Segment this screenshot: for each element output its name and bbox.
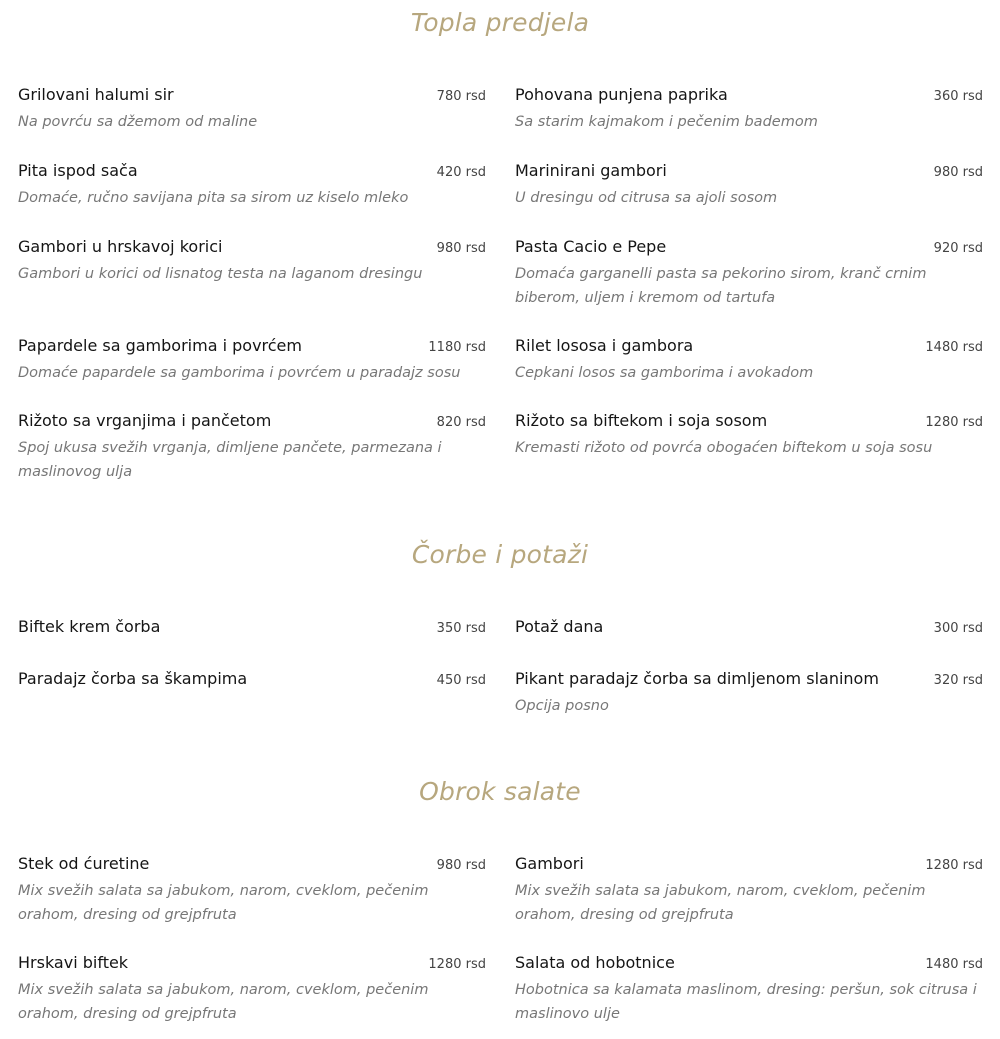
section-obrok-salate — [0, 769, 1000, 1022]
item-price: 780 rsd — [436, 89, 486, 104]
item-name: Gambori u hrskavoj korici — [18, 237, 223, 256]
item-price: 980 rsd — [933, 165, 983, 180]
menu-item — [18, 410, 486, 484]
item-price: 360 rsd — [933, 89, 983, 104]
item-name: Potaž dana — [515, 617, 604, 636]
section-title: Topla predjela — [410, 8, 590, 37]
item-name: Stek od ćuretine — [18, 854, 150, 873]
item-name: Biftek krem čorba — [18, 617, 161, 636]
item-name: Rižoto sa vrganjima i pančetom — [18, 411, 272, 430]
item-name: Pohovana punjena paprika — [515, 85, 728, 104]
item-description: Spoj ukusa svežih vrganja, dimljene pančete, parmezana i maslinovog ulja — [18, 440, 442, 480]
item-name: Papardele sa gamborima i povrćem — [18, 336, 302, 355]
menu-item — [515, 853, 983, 927]
item-price: 320 rsd — [933, 673, 983, 688]
item-description: Domaće papardele sa gamborima i povrćem u paradajz sosu — [18, 365, 461, 381]
item-description: Mix svežih salata sa jabukom, narom, cveklom, pečenim orahom, dresing od grejpfruta — [18, 982, 429, 1022]
item-price: 1280 rsd — [925, 858, 983, 873]
item-price: 980 rsd — [436, 241, 486, 256]
menu-item — [18, 616, 486, 640]
section-title: Obrok salate — [419, 777, 581, 806]
item-name: Pikant paradajz čorba sa dimljenom slaninom — [515, 669, 879, 688]
menu-item — [515, 952, 983, 1026]
item-description: Opcija posno — [515, 698, 609, 714]
item-description: U dresingu od citrusa sa ajoli sosom — [515, 190, 778, 206]
menu-item — [515, 410, 983, 460]
item-description: Hobotnica sa kalamata maslinom, dresing: peršun, sok citrusa i maslinovo ulje — [515, 982, 977, 1022]
menu-item — [18, 236, 486, 286]
item-price: 350 rsd — [436, 621, 486, 636]
section-title: Čorbe i potaži — [411, 540, 589, 569]
item-name: Grilovani halumi sir — [18, 85, 174, 104]
item-name: Gambori — [515, 854, 584, 873]
item-name: Marinirani gambori — [515, 161, 667, 180]
menu-item — [18, 952, 486, 1026]
item-name: Rilet lososa i gambora — [515, 336, 694, 355]
item-price: 300 rsd — [933, 621, 983, 636]
item-name: Pasta Cacio e Pepe — [515, 237, 667, 256]
item-description: Domaće, ručno savijana pita sa sirom uz kiselo mleko — [18, 190, 409, 206]
menu-item — [18, 335, 486, 385]
item-description: Domaća garganelli pasta sa pekorino sirom, kranč crnim biberom, uljem i kremom od tartufa — [515, 266, 927, 306]
item-name: Salata od hobotnice — [515, 953, 675, 972]
item-description: Na povrću sa džemom od maline — [18, 114, 258, 130]
menu-item — [18, 853, 486, 927]
item-name: Rižoto sa biftekom i soja sosom — [515, 411, 768, 430]
item-description: Mix svežih salata sa jabukom, narom, cveklom, pečenim orahom, dresing od grejpfruta — [18, 883, 429, 923]
menu-item — [515, 160, 983, 210]
menu-item — [18, 668, 486, 692]
item-price: 1480 rsd — [925, 957, 983, 972]
menu-item — [18, 160, 486, 210]
item-name: Paradajz čorba sa škampima — [18, 669, 248, 688]
menu-item — [515, 236, 983, 310]
item-price: 1280 rsd — [428, 957, 486, 972]
item-description: Cepkani losos sa gamborima i avokadom — [515, 365, 814, 381]
item-description: Mix svežih salata sa jabukom, narom, cveklom, pečenim orahom, dresing od grejpfruta — [515, 883, 926, 923]
menu-item — [515, 84, 983, 134]
item-description: Gambori u korici od lisnatog testa na laganom dresingu — [18, 266, 423, 282]
item-description: Kremasti rižoto od povrća obogaćen biftekom u soja sosu — [515, 440, 933, 456]
section-topla-predjela — [0, 0, 1000, 480]
item-price: 980 rsd — [436, 858, 486, 873]
item-price: 1180 rsd — [428, 340, 486, 355]
item-price: 1480 rsd — [925, 340, 983, 355]
menu-item — [515, 668, 983, 718]
menu-item — [515, 335, 983, 385]
item-price: 1280 rsd — [925, 415, 983, 430]
item-price: 420 rsd — [436, 165, 486, 180]
item-price: 820 rsd — [436, 415, 486, 430]
item-price: 920 rsd — [933, 241, 983, 256]
menu-item — [18, 84, 486, 134]
section-corbe-i-potazi — [0, 532, 1000, 714]
menu-item — [515, 616, 983, 640]
item-price: 450 rsd — [436, 673, 486, 688]
item-name: Hrskavi biftek — [18, 953, 129, 972]
item-name: Pita ispod sača — [18, 161, 138, 180]
item-description: Sa starim kajmakom i pečenim bademom — [515, 114, 818, 130]
